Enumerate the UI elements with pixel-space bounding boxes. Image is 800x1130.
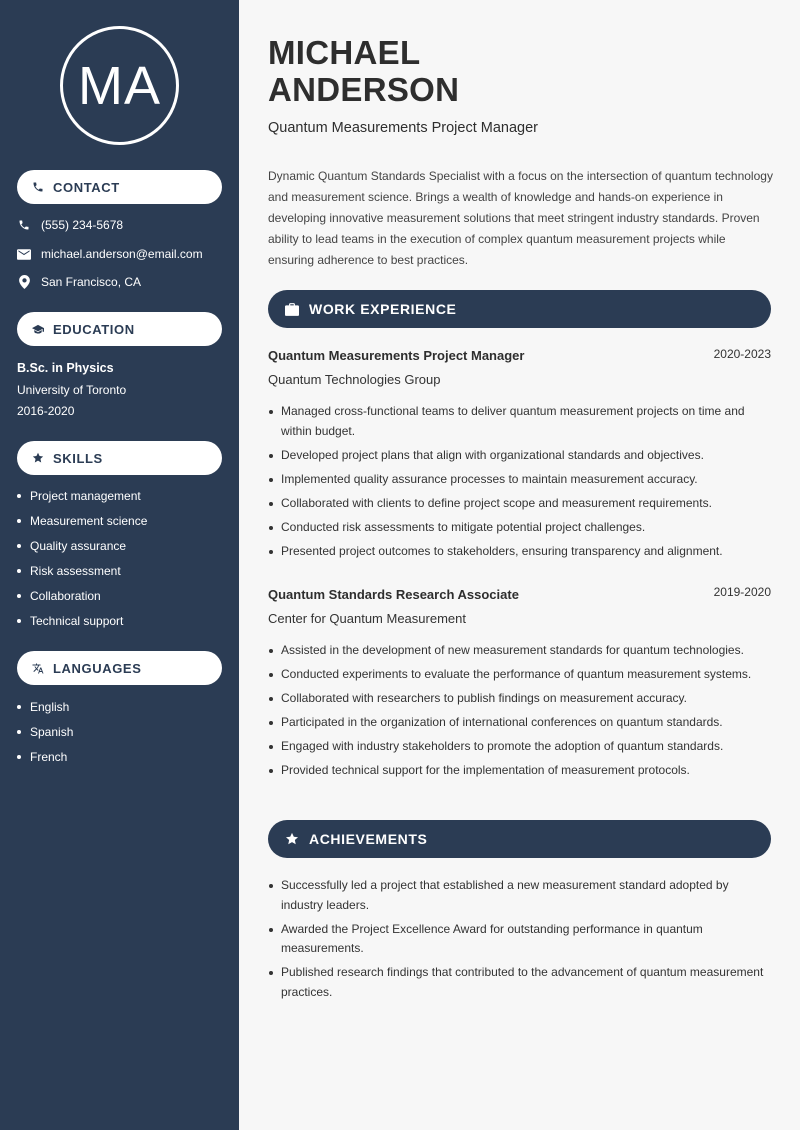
job-bullet: Presented project outcomes to stakeholders, ensuring transparency and alignment. — [268, 542, 768, 562]
achievement-item: Successfully led a project that established a new measurement standard adopted by industry leaders. — [268, 876, 768, 915]
contact-heading-label: CONTACT — [53, 179, 120, 195]
briefcase-icon — [285, 302, 299, 316]
languages-list — [17, 694, 73, 769]
work-experience-heading — [268, 290, 771, 328]
phone-icon — [17, 218, 31, 232]
job-dates: 2019-2020 — [713, 585, 771, 599]
job-title: Quantum Standards Research Associate — [268, 587, 519, 602]
monogram-avatar — [60, 26, 179, 145]
contact-heading — [17, 170, 222, 204]
job-bullet: Collaborated with researchers to publish findings on measurement accuracy. — [268, 689, 768, 709]
job-bullet: Assisted in the development of new measurement standards for quantum technologies. — [268, 641, 768, 661]
translate-icon — [32, 662, 44, 674]
job-bullet: Collaborated with clients to define project scope and measurement requirements. — [268, 494, 768, 514]
contact-location — [17, 275, 141, 289]
education-years: 2016-2020 — [17, 404, 75, 418]
language-item: Spanish — [17, 719, 73, 744]
education-degree: B.Sc. in Physics — [17, 361, 114, 375]
graduation-cap-icon — [32, 323, 44, 335]
skill-item: Technical support — [17, 608, 147, 633]
job-company: Quantum Technologies Group — [268, 372, 441, 387]
job-bullet: Conducted experiments to evaluate the performance of quantum measurement systems. — [268, 665, 768, 685]
job-bullets — [268, 402, 768, 566]
skill-item: Project management — [17, 483, 147, 508]
language-item: French — [17, 744, 73, 769]
achievements-heading — [268, 820, 771, 858]
skill-item: Risk assessment — [17, 558, 147, 583]
location-pin-icon — [17, 275, 31, 289]
skill-item: Measurement science — [17, 508, 147, 533]
job-bullet: Engaged with industry stakeholders to promote the adoption of quantum standards. — [268, 737, 768, 757]
candidate-title: Quantum Measurements Project Manager — [268, 120, 538, 136]
achievements-heading-label: ACHIEVEMENTS — [309, 831, 428, 847]
skill-item: Quality assurance — [17, 533, 147, 558]
sidebar — [0, 0, 239, 1130]
candidate-name — [268, 34, 459, 108]
job-bullets — [268, 641, 768, 785]
skills-heading-label: SKILLS — [53, 450, 103, 466]
email-icon — [17, 247, 31, 261]
job-bullet: Participated in the organization of international conferences on quantum standards. — [268, 713, 768, 733]
job-company: Center for Quantum Measurement — [268, 611, 466, 626]
location-text: San Francisco, CA — [41, 275, 142, 289]
job-bullet: Implemented quality assurance processes to maintain measurement accuracy. — [268, 470, 768, 490]
star-icon — [285, 832, 299, 846]
skills-list — [17, 483, 147, 633]
star-icon — [32, 452, 44, 464]
job-bullet: Developed project plans that align with organizational standards and objectives. — [268, 446, 768, 466]
job-bullet: Managed cross-functional teams to deliver quantum measurement projects on time and within budget. — [268, 402, 768, 441]
contact-email[interactable] — [17, 247, 203, 261]
education-heading — [17, 312, 222, 346]
achievement-item: Awarded the Project Excellence Award for outstanding performance in quantum measurements. — [268, 920, 768, 959]
language-item: English — [17, 694, 73, 719]
last-name: ANDERSON — [268, 71, 460, 108]
job-bullet: Provided technical support for the implementation of measurement protocols. — [268, 761, 768, 781]
languages-heading — [17, 651, 222, 685]
job-dates: 2020-2023 — [713, 347, 771, 361]
job-bullet: Conducted risk assessments to mitigate potential project challenges. — [268, 518, 768, 538]
languages-heading-label: LANGUAGES — [53, 660, 142, 676]
profile-summary: Dynamic Quantum Standards Specialist with a focus on the intersection of quantum technology and measurement science. Brings a wealth of knowledge and hands-on experience in developing innovative measurement solutions that meet stringent industry standards. Proven ability to lead teams in the execution of complex quantum measurement projects while ensuring adherence to best practices. — [268, 169, 773, 267]
skill-item: Collaboration — [17, 583, 147, 608]
initials: MA — [78, 55, 161, 116]
contact-phone[interactable] — [17, 218, 123, 232]
job-title: Quantum Measurements Project Manager — [268, 348, 525, 363]
education-school: University of Toronto — [17, 383, 127, 397]
phone-icon — [32, 181, 44, 193]
first-name: MICHAEL — [268, 34, 421, 71]
skills-heading — [17, 441, 222, 475]
phone-text: (555) 234-5678 — [41, 218, 124, 232]
achievement-item: Published research findings that contributed to the advancement of quantum measurement practices. — [268, 963, 768, 1002]
email-text: michael.anderson@email.com — [41, 247, 203, 261]
education-heading-label: EDUCATION — [53, 321, 135, 337]
achievements-list — [268, 876, 768, 1007]
work-experience-heading-label: WORK EXPERIENCE — [309, 301, 457, 317]
